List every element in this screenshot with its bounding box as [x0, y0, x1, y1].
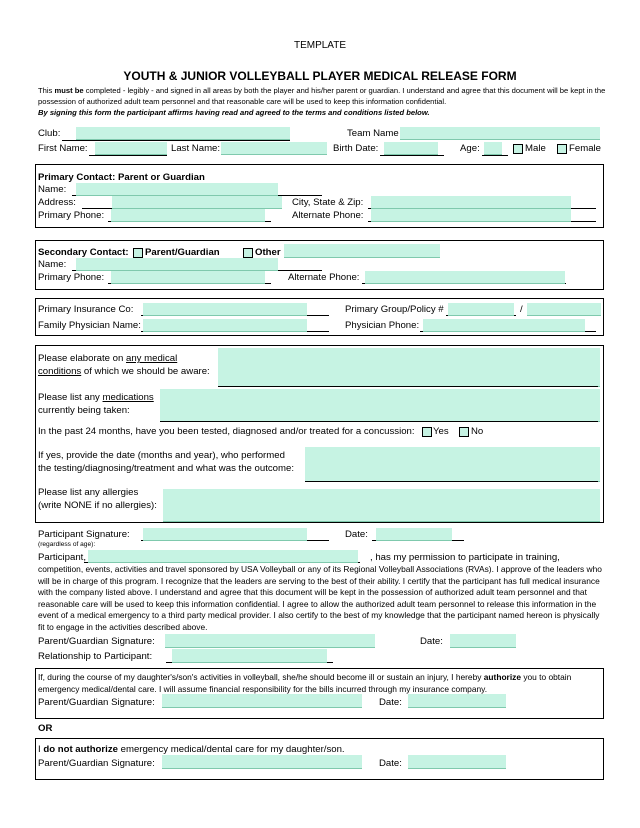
if-yes-label-1: If yes, provide the date (months and year), who performed — [38, 450, 285, 461]
authorize-date-label: Date: — [379, 697, 402, 708]
primary-address-label: Address: — [38, 197, 76, 208]
primary-address-field[interactable] — [112, 196, 282, 209]
age-label: Age: — [460, 143, 480, 154]
age-underline — [482, 155, 508, 156]
not-authorize-text: I do not authorize emergency medical/dental care for my daughter/son. — [38, 744, 345, 755]
other-label: Other — [255, 247, 281, 258]
concussion-yes-checkbox[interactable] — [422, 427, 432, 437]
not-authorize-signature-field[interactable] — [162, 755, 362, 769]
primary-insurance-label: Primary Insurance Co: — [38, 304, 134, 315]
primary-name-field[interactable] — [76, 183, 278, 196]
alternate-phone-label: Alternate Phone: — [292, 210, 364, 221]
not-authorize-signature-label: Parent/Guardian Signature: — [38, 758, 155, 769]
parent-signature-label: Parent/Guardian Signature: — [38, 636, 155, 647]
allergies-label-2: (write NONE if no allergies): — [38, 500, 157, 511]
parent-signature-field[interactable] — [165, 634, 375, 648]
first-name-field[interactable] — [95, 142, 167, 155]
last-name-field[interactable] — [221, 142, 327, 155]
conditions-underline — [218, 386, 598, 387]
or-label: OR — [38, 723, 53, 734]
medications-label-1: Please list any medications — [38, 392, 154, 403]
physician-phone-label: Physician Phone: — [345, 320, 420, 331]
conditions-label-2: conditions of which we should be aware: — [38, 366, 210, 377]
age-field[interactable] — [484, 142, 502, 155]
participant-date-field[interactable] — [376, 528, 452, 541]
club-underline — [62, 140, 290, 141]
female-checkbox[interactable] — [557, 144, 567, 154]
policy-field[interactable] — [527, 303, 601, 316]
concussion-no-checkbox[interactable] — [459, 427, 469, 437]
participant-date-label: Date: — [345, 529, 368, 540]
family-physician-label: Family Physician Name: — [38, 320, 141, 331]
authorize-date-field[interactable] — [408, 694, 506, 708]
first-name-underline — [89, 155, 167, 156]
birth-date-field[interactable] — [384, 142, 438, 155]
if-yes-label-2: the testing/diagnosing/treatment and what was the outcome: — [38, 463, 294, 474]
primary-phone-field[interactable] — [111, 209, 265, 222]
secondary-alternate-phone-field[interactable] — [365, 271, 565, 284]
male-checkbox[interactable] — [513, 144, 523, 154]
concussion-yes-label: Yes — [433, 426, 449, 437]
city-state-zip-field[interactable] — [371, 196, 571, 209]
club-label: Club: — [38, 128, 61, 139]
team-name-label: Team Name — [347, 128, 399, 139]
secondary-primary-phone-label: Primary Phone: — [38, 272, 105, 283]
medications-field[interactable] — [160, 389, 600, 422]
primary-contact-heading: Primary Contact: Parent or Guardian — [38, 172, 205, 183]
physician-phone-field[interactable] — [423, 319, 585, 332]
primary-insurance-field[interactable] — [143, 303, 307, 316]
first-name-label: First Name: — [38, 143, 88, 154]
last-name-label: Last Name: — [171, 143, 221, 154]
secondary-alternate-phone-label: Alternate Phone: — [288, 272, 360, 283]
authorize-text: If, during the course of my daughter's/son's activities in volleyball, she/he should become ill or sustain an injury, I hereby authorize you to obtain emergency medical/dental care. I will assume financial responsibility for the bills incurred through my insurance company. — [38, 672, 572, 694]
primary-phone-label: Primary Phone: — [38, 210, 105, 221]
relationship-label: Relationship to Participant: — [38, 651, 153, 662]
parent-guardian-label: Parent/Guardian — [145, 247, 220, 258]
medications-underline — [160, 421, 598, 422]
parent-guardian-checkbox[interactable] — [133, 248, 143, 258]
form-title: YOUTH & JUNIOR VOLLEYBALL PLAYER MEDICAL RELEASE FORM — [123, 69, 517, 83]
allergies-label-1: Please list any allergies — [38, 487, 139, 498]
parent-date-field[interactable] — [450, 634, 516, 648]
allergies-field[interactable] — [163, 489, 600, 522]
group-policy-label: Primary Group/Policy # — [345, 304, 444, 315]
secondary-name-field[interactable] — [76, 258, 278, 271]
other-checkbox[interactable] — [243, 248, 253, 258]
other-field[interactable] — [284, 244, 440, 258]
participant-signature-label: Participant Signature: — [38, 529, 130, 540]
medications-label-2: currently being taken: — [38, 405, 130, 416]
team-name-field[interactable] — [400, 127, 600, 140]
conditions-label-1: Please elaborate on any medical — [38, 353, 178, 364]
parent-date-label: Date: — [420, 636, 443, 647]
permission-text: , has my permission to participate in training, — [370, 552, 560, 563]
club-field[interactable] — [76, 127, 290, 140]
participant-signature-field[interactable] — [143, 528, 307, 541]
concussion-details-field[interactable] — [305, 447, 600, 482]
concussion-details-underline — [305, 481, 598, 482]
not-authorize-date-label: Date: — [379, 758, 402, 769]
birth-date-label: Birth Date: — [333, 143, 379, 154]
conditions-field[interactable] — [218, 348, 600, 387]
birth-date-underline — [380, 155, 444, 156]
intro-text: This must be completed - legibly - and signed in all areas by both the player and his/her parent or guardian. I understand and agree that this document will be kept in the possession of authorized adult team personnel and that reasonable care will be used to keep this information confidential. — [38, 86, 606, 106]
alternate-phone-field[interactable] — [371, 209, 571, 222]
relationship-field[interactable] — [172, 649, 327, 663]
consent-paragraph: competition, events, activities and travel sponsored by USA Volleyball or any of its Regional Volleyball Associations (RVAs). I approve of the leaders who will be in charge of this program. I recognize that the leaders are serving to the best of their ability. I certify that the participant has full medical insurance with the company listed above. I understand and agree that this document will be kept in the possession of authorized adult team personnel and that reasonable care will be used to keep this information confidential. I agree to allow the authorized adult team personnel to release this information in the event of a medical emergency to a third party medical provider. I also certify to the best of my knowledge that the participant named hereon is physically fit to engage in the activities described above. — [38, 564, 602, 632]
secondary-contact-heading: Secondary Contact: — [38, 247, 129, 258]
authorize-signature-label: Parent/Guardian Signature: — [38, 697, 155, 708]
city-state-zip-label: City, State & Zip: — [292, 197, 364, 208]
participant-label: Participant, — [38, 552, 86, 563]
slash-separator: / — [520, 304, 523, 315]
concussion-no-label: No — [471, 426, 484, 437]
not-authorize-date-field[interactable] — [408, 755, 506, 769]
secondary-primary-phone-field[interactable] — [111, 271, 265, 284]
participant-name-field[interactable] — [88, 550, 358, 563]
primary-name-label: Name: — [38, 184, 67, 195]
template-label: TEMPLATE — [293, 40, 347, 51]
intro-affirm: By signing this form the participant affirms having read and agreed to the terms and conditions listed below. — [38, 108, 430, 117]
group-field[interactable] — [448, 303, 514, 316]
regardless-of-age-note: (regardless of age): — [38, 541, 96, 548]
family-physician-field[interactable] — [143, 319, 307, 332]
authorize-signature-field[interactable] — [162, 694, 362, 708]
secondary-name-label: Name: — [38, 259, 67, 270]
female-label: Female — [569, 143, 601, 154]
concussion-label: In the past 24 months, have you been tested, diagnosed and/or treated for a concussion: — [38, 426, 415, 437]
male-label: Male — [525, 143, 546, 154]
